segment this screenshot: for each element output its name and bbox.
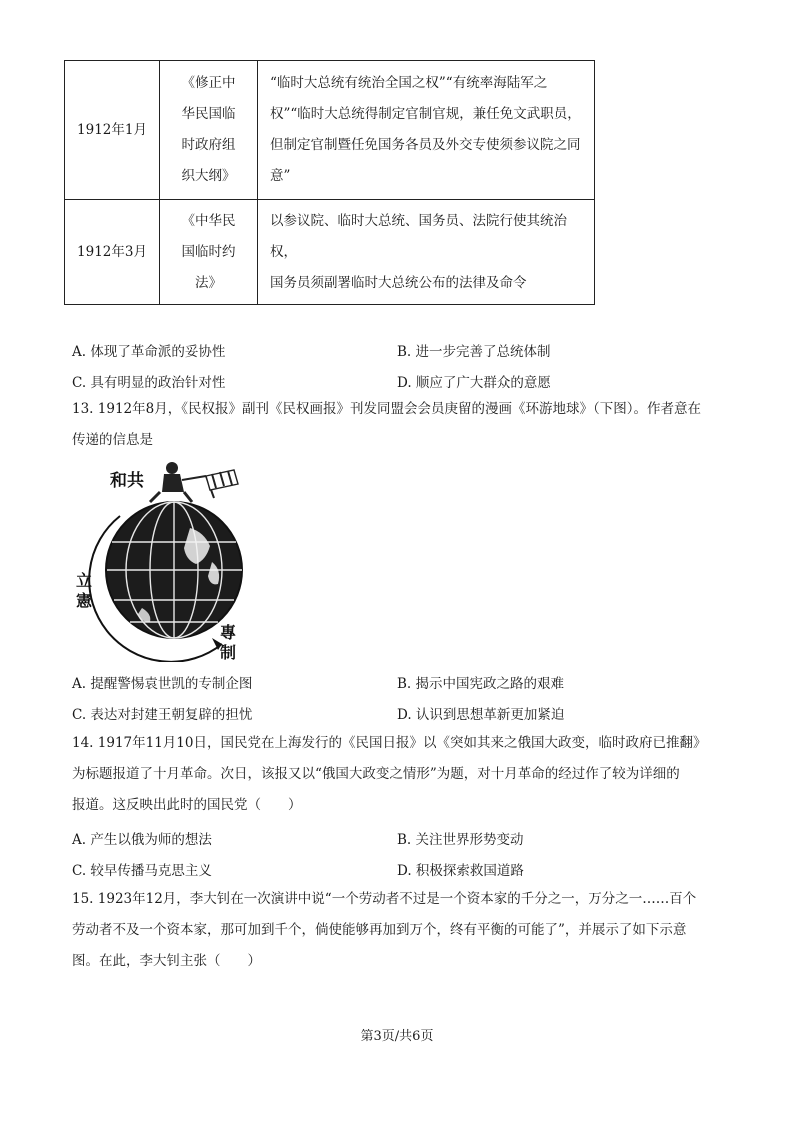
q12-option-c[interactable]: C. 具有明显的政治针对性 — [72, 375, 226, 391]
label-lixian-2: 憲 — [76, 591, 93, 610]
table-row — [65, 200, 595, 305]
q14-option-b[interactable]: B. 关注世界形势变动 — [397, 832, 524, 848]
cartoon-globe-figure — [72, 458, 272, 662]
q13-options-row-1 — [72, 672, 752, 694]
q13-option-a[interactable]: A. 提醒警惕袁世凯的专制企图 — [72, 676, 253, 692]
q12-options-row-2 — [72, 371, 752, 393]
q12-option-a[interactable]: A. 体现了革命派的妥协性 — [72, 344, 226, 360]
year-cell: 1912年1月 — [65, 61, 160, 200]
q12-options-row-1 — [72, 340, 752, 362]
page-number: 第3页/共6页 — [360, 1029, 434, 1044]
q12-option-b[interactable]: B. 进一步完善了总统体制 — [397, 344, 551, 360]
year-cell: 1912年3月 — [65, 200, 160, 305]
label-lixian-1: 立 — [76, 571, 93, 590]
q14-option-c[interactable]: C. 较早传播马克思主义 — [72, 863, 212, 879]
q14-option-d[interactable]: D. 积极探索救国道路 — [397, 863, 524, 879]
globe-cartoon-illustration — [72, 458, 272, 662]
q14-option-a[interactable]: A. 产生以俄为师的想法 — [72, 832, 212, 848]
content-cell: 以参议院、临时大总统、国务员、法院行使其统治权， 国务员须副署临时大总统公布的法律及命令 — [258, 200, 595, 305]
q14-stem: 14. 1917年11月10日，国民党在上海发行的《民国日报》以《突如其来之俄国大政变，临时政府已推翻》 为标题报道了十月革命。次日，该报又以“俄国大政变之情形”为题，对十月革命的经过作了较为详细的 报道。这反映出此时的国民党（ ） — [72, 735, 707, 813]
q13-option-c[interactable]: C. 表达对封建王朝复辟的担忧 — [72, 707, 253, 723]
q13-stem: 13. 1912年8月，《民权报》副刊《民权画报》刊发同盟会会员庚留的漫画《环游地球》（下图）。作者意在 传递的信息是 — [72, 401, 701, 448]
q13-option-b[interactable]: B. 揭示中国宪政之路的艰难 — [397, 676, 565, 692]
q14-options-row-2 — [72, 859, 752, 881]
q12-option-d[interactable]: D. 顺应了广大群众的意愿 — [397, 375, 551, 391]
label-zhuanzhi-2: 制 — [220, 643, 237, 662]
law-table — [64, 60, 595, 305]
q14-options-row-1 — [72, 828, 752, 850]
label-zhuanzhi-1: 專 — [220, 623, 237, 642]
q13-option-d[interactable]: D. 认识到思想革新更加紧迫 — [397, 707, 565, 723]
q13-options-row-2 — [72, 703, 752, 725]
document-cell: 《修正中 华民国临 时政府组 织大纲》 — [160, 61, 258, 200]
table-row — [65, 61, 595, 200]
q15-stem: 15. 1923年12月，李大钊在一次演讲中说“一个劳动者不过是一个资本家的千分之一，万分之一……百个 劳动者不及一个资本家，那可加到千个，倘使能够再加到万个，终有平衡的可能了”，并展示了如下示意 图。在此，李大钊主张（ ） — [72, 891, 697, 969]
document-cell: 《中华民 国临时约 法》 — [160, 200, 258, 305]
content-cell: “临时大总统有统治全国之权”“有统率海陆军之 权”“临时大总统得制定官制官规，兼任免文武职员， 但制定官制暨任免国务各员及外交专使须参议院之同 意” — [258, 61, 595, 200]
label-gonghe: 和共 — [110, 471, 144, 491]
